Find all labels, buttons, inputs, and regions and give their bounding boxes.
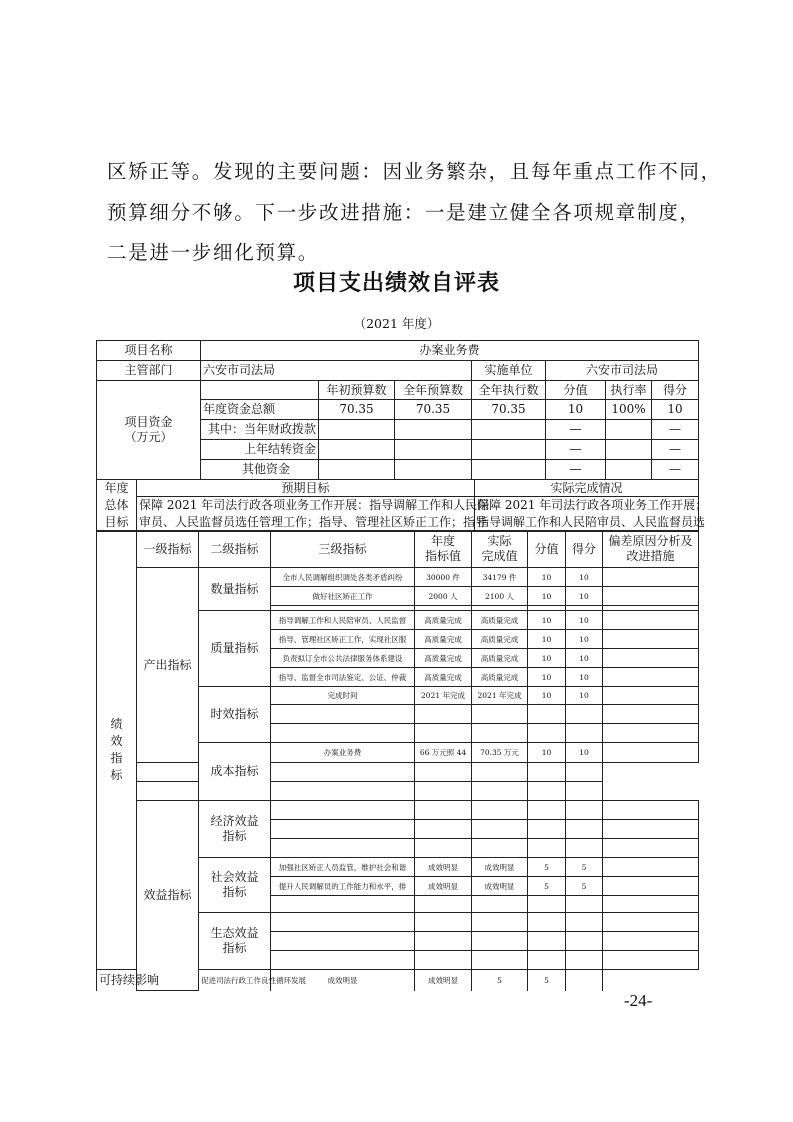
header-analysis	[603, 531, 699, 568]
funds-cell: —	[652, 420, 699, 440]
indicator-analysis	[603, 649, 699, 668]
perf-side-char: 绩	[110, 717, 123, 731]
funds-cell: —	[546, 440, 606, 460]
empty-cell	[137, 763, 199, 782]
indicator-name: 加强社区矫正人员监管，维护社会和谐	[271, 858, 415, 877]
empty-cell	[528, 932, 566, 951]
indicator-value: 10	[528, 649, 566, 668]
empty-cell	[472, 913, 528, 932]
funds-cell: 100%	[606, 400, 652, 420]
empty-cell	[603, 896, 699, 913]
expected-goal-line: 保障 2021 年司法行政各项业务工作开展：指导调解工作和人民陪	[139, 498, 490, 512]
funds-label-cell	[97, 381, 201, 480]
empty-cell	[271, 763, 415, 782]
empty-cell	[566, 820, 603, 839]
sustainable-indicator-label: 可持续影响	[97, 970, 137, 991]
indicator-analysis	[603, 858, 699, 877]
funds-cell	[472, 420, 546, 440]
indicator-analysis	[603, 687, 699, 705]
funds-cell	[606, 420, 652, 440]
expected-goal-header: 预期目标	[137, 480, 475, 497]
funds-cell: —	[652, 460, 699, 480]
indicator-actual: 70.35 万元	[472, 743, 528, 763]
indicator-score: 5	[528, 970, 566, 991]
project-name-value: 办案业务费	[201, 341, 699, 361]
indicator-actual: 2021 年完成	[472, 687, 528, 705]
indicator-target: 高质量完成	[415, 611, 472, 630]
indicator-value: 5	[472, 970, 528, 991]
empty-cell	[137, 782, 199, 801]
actual-goal-header: 实际完成情况	[475, 480, 699, 497]
header-analysis-line: 改进措施	[626, 549, 675, 563]
indicator-name: 促进司法行政工作良性循环发展	[199, 970, 271, 991]
empty-cell	[415, 782, 472, 801]
indicator-actual: 34179 件	[472, 568, 528, 587]
empty-cell	[566, 951, 603, 970]
empty-cell	[271, 951, 415, 970]
empty-cell	[271, 896, 415, 913]
empty-cell	[415, 932, 472, 951]
goal-table	[96, 479, 708, 532]
indicator-actual: 2100 人	[472, 587, 528, 606]
indicator-analysis	[603, 743, 699, 763]
empty-cell	[528, 782, 566, 801]
funds-cell: 70.35	[472, 400, 546, 420]
dept-value: 六安市司法局	[201, 361, 472, 381]
empty-cell	[472, 932, 528, 951]
indicator-analysis	[603, 877, 699, 896]
indicator-value: 10	[528, 687, 566, 705]
indicator-analysis	[603, 668, 699, 687]
empty-cell	[415, 763, 472, 782]
indicator-target: 30000 件	[415, 568, 472, 587]
indicator-analysis	[603, 611, 699, 630]
social-label-line: 社会效益	[210, 870, 259, 884]
indicator-name: 负责拟订全市公共法律服务体系建设	[271, 649, 415, 668]
empty-cell	[528, 951, 566, 970]
empty-cell	[603, 839, 699, 858]
funds-row-label: 上年结转资金	[201, 440, 319, 460]
indicator-target: 高质量完成	[415, 649, 472, 668]
quantity-indicator-label: 数量指标	[199, 568, 271, 611]
indicator-target: 66 万元照 44	[415, 743, 472, 763]
empty-cell	[566, 782, 603, 801]
empty-cell	[472, 724, 528, 743]
empty-cell	[472, 801, 528, 820]
indicator-value: 10	[528, 568, 566, 587]
funds-unit: （万元）	[124, 430, 173, 444]
indicator-value: 10	[528, 668, 566, 687]
empty-cell	[415, 839, 472, 858]
col-header-exec-rate: 执行率	[606, 381, 652, 400]
funds-cell: —	[652, 440, 699, 460]
indicator-analysis	[603, 568, 699, 587]
header-level1: 一级指标	[137, 531, 199, 568]
indicator-name: 办案业务费	[271, 743, 415, 763]
header-actual	[472, 531, 528, 568]
header-target	[415, 531, 472, 568]
empty-cell	[271, 801, 415, 820]
empty-cell	[472, 705, 528, 724]
benefit-indicator-label: 效益指标	[137, 801, 199, 991]
economic-indicator-label	[199, 801, 271, 858]
empty-cell	[603, 801, 699, 820]
indicator-value: 5	[528, 877, 566, 896]
funds-table	[96, 340, 699, 480]
actual-goal-line: 保障 2021 年司法行政各项业务工作开展；	[477, 498, 708, 512]
funds-cell	[395, 460, 472, 480]
ecological-label-line: 生态效益	[210, 926, 259, 940]
indicator-score: 10	[566, 687, 603, 705]
empty-cell	[566, 801, 603, 820]
header-level2: 二级指标	[199, 531, 271, 568]
indicator-target: 2000 人	[415, 587, 472, 606]
cost-indicator-label: 成本指标	[199, 743, 271, 801]
empty-cell	[415, 951, 472, 970]
empty-cell	[271, 782, 415, 801]
empty-cell	[528, 705, 566, 724]
empty-cell	[415, 820, 472, 839]
funds-cell	[319, 460, 395, 480]
empty-cell	[415, 724, 472, 743]
indicator-analysis	[603, 587, 699, 606]
empty-cell	[603, 951, 699, 970]
indicator-score: 10	[566, 743, 603, 763]
funds-cell	[319, 440, 395, 460]
header-score: 得分	[566, 531, 603, 568]
indicator-actual: 高质量完成	[472, 630, 528, 649]
empty-cell	[566, 913, 603, 932]
expected-goal-cell	[137, 497, 490, 532]
funds-cell: —	[546, 420, 606, 440]
indicator-actual: 成效明显	[472, 858, 528, 877]
indicator-name: 全市人民调解组织调处各类矛盾纠纷	[271, 568, 415, 587]
empty-cell	[472, 763, 528, 782]
empty-cell	[528, 913, 566, 932]
empty-cell	[528, 896, 566, 913]
empty-cell	[566, 763, 603, 782]
indicator-target: 高质量完成	[415, 630, 472, 649]
indicator-actual: 高质量完成	[472, 668, 528, 687]
indicator-score: 10	[566, 568, 603, 587]
col-header-executed: 全年执行数	[472, 381, 546, 400]
funds-header-blank	[201, 381, 319, 400]
funds-cell	[606, 460, 652, 480]
indicator-target: 2021 年完成	[415, 687, 472, 705]
indicator-target: 高质量完成	[415, 668, 472, 687]
empty-cell	[603, 820, 699, 839]
funds-cell: —	[546, 460, 606, 480]
indicator-table	[96, 530, 699, 991]
intro-line-3: 二是进一步细化预算。	[107, 241, 320, 264]
indicator-name: 提升人民调解员的工作能力和水平，排	[271, 877, 415, 896]
empty-cell	[528, 763, 566, 782]
empty-cell	[566, 724, 603, 743]
funds-cell	[319, 420, 395, 440]
indicator-value: 10	[528, 611, 566, 630]
funds-cell	[395, 440, 472, 460]
funds-cell	[472, 440, 546, 460]
indicator-name: 做好社区矫正工作	[271, 587, 415, 606]
empty-cell	[528, 820, 566, 839]
indicator-name: 指导、管理社区矫正工作，实现社区服	[271, 630, 415, 649]
empty-cell	[271, 820, 415, 839]
indicator-score: 10	[566, 630, 603, 649]
indicator-target: 成效明显	[415, 877, 472, 896]
indicator-value: 10	[528, 630, 566, 649]
economic-label-line: 经济效益	[210, 814, 259, 828]
empty-cell	[472, 951, 528, 970]
dept-label: 主管部门	[97, 361, 201, 381]
header-analysis-line: 偏差原因分析及	[608, 534, 693, 548]
empty-cell	[472, 782, 528, 801]
empty-cell	[528, 839, 566, 858]
indicator-score: 10	[566, 649, 603, 668]
ecological-indicator-label	[199, 913, 271, 970]
empty-cell	[271, 932, 415, 951]
col-header-score-value: 分值	[546, 381, 606, 400]
empty-cell	[603, 932, 699, 951]
quality-indicator-label: 质量指标	[199, 611, 271, 687]
perf-side-char: 标	[110, 768, 123, 782]
funds-cell: 70.35	[395, 400, 472, 420]
social-label-line: 指标	[222, 885, 247, 899]
indicator-score: 10	[566, 587, 603, 606]
goal-label-line: 年度	[104, 481, 129, 495]
goal-label-line: 总体	[104, 498, 129, 512]
header-actual-line: 实际	[487, 534, 512, 548]
page-number: -24-	[624, 991, 653, 1010]
economic-label-line: 指标	[222, 829, 247, 843]
header-target-line: 指标值	[424, 549, 461, 563]
funds-cell: 70.35	[319, 400, 395, 420]
social-indicator-label	[199, 858, 271, 913]
empty-cell	[566, 839, 603, 858]
empty-cell	[472, 839, 528, 858]
timeliness-indicator-label: 时效指标	[199, 687, 271, 743]
actual-goal-line: 指导调解工作和人民陪审员、人民监督员选	[477, 515, 706, 529]
funds-row-label: 年度资金总额	[201, 400, 319, 420]
actual-goal-cell	[475, 497, 708, 532]
project-name-label: 项目名称	[97, 341, 201, 361]
col-header-initial: 年初预算数	[319, 381, 395, 400]
goal-label-cell	[97, 480, 137, 532]
intro-line-1: 区矫正等。发现的主要问题：因业务繁杂，且每年重点工作不同，	[107, 160, 722, 183]
intro-line-2: 预算细分不够。下一步改进措施：一是建立健全各项规章制度，	[107, 201, 701, 224]
indicator-actual: 高质量完成	[472, 649, 528, 668]
header-actual-line: 完成值	[481, 549, 518, 563]
indicator-value: 10	[528, 743, 566, 763]
indicator-actual: 高质量完成	[472, 611, 528, 630]
empty-cell	[472, 820, 528, 839]
empty-cell	[415, 801, 472, 820]
col-header-score: 得分	[652, 381, 699, 400]
output-indicator-label: 产出指标	[137, 568, 199, 763]
indicator-actual: 成效明显	[415, 970, 472, 991]
empty-cell	[528, 801, 566, 820]
header-level3: 三级指标	[271, 531, 415, 568]
empty-cell	[415, 896, 472, 913]
col-header-full-year: 全年预算数	[395, 381, 472, 400]
empty-cell	[271, 705, 415, 724]
empty-cell	[271, 724, 415, 743]
empty-cell	[271, 839, 415, 858]
empty-cell	[603, 724, 699, 743]
empty-cell	[415, 913, 472, 932]
indicator-score: 5	[566, 877, 603, 896]
indicator-score: 5	[566, 858, 603, 877]
indicator-score: 10	[566, 611, 603, 630]
indicator-value: 5	[528, 858, 566, 877]
empty-cell	[528, 724, 566, 743]
indicator-analysis	[603, 630, 699, 649]
empty-cell	[472, 896, 528, 913]
empty-cell	[415, 705, 472, 724]
header-score-value: 分值	[528, 531, 566, 568]
empty-cell	[271, 913, 415, 932]
perf-side-label	[97, 531, 137, 970]
expected-goal-line: 审员、人民监督员选任管理工作；指导、管理社区矫正工作；指导	[139, 515, 488, 529]
unit-label: 实施单位	[472, 361, 546, 381]
empty-cell	[566, 705, 603, 724]
indicator-value: 10	[528, 587, 566, 606]
table-title: 项目支出绩效自评表	[292, 271, 500, 296]
header-target-line: 年度	[430, 534, 455, 548]
perf-side-char: 指	[110, 751, 123, 765]
indicator-name: 完成时间	[271, 687, 415, 705]
indicator-target: 成效明显	[271, 970, 415, 991]
funds-row-label: 其他资金	[201, 460, 319, 480]
indicator-score: 10	[566, 668, 603, 687]
funds-cell	[606, 440, 652, 460]
unit-value: 六安市司法局	[546, 361, 699, 381]
funds-cell: 10	[652, 400, 699, 420]
indicator-actual: 成效明显	[472, 877, 528, 896]
indicator-target: 成效明显	[415, 858, 472, 877]
goal-label-line: 目标	[104, 515, 129, 529]
ecological-label-line: 指标	[222, 941, 247, 955]
funds-cell	[472, 460, 546, 480]
funds-cell: 10	[546, 400, 606, 420]
indicator-name: 指导、监督全市司法鉴定、公证、仲裁	[271, 668, 415, 687]
empty-cell	[603, 913, 699, 932]
empty-cell	[566, 932, 603, 951]
funds-cell	[395, 420, 472, 440]
empty-cell	[566, 896, 603, 913]
indicator-name: 指导调解工作和人民陪审员、人民监督	[271, 611, 415, 630]
funds-label: 项目资金	[124, 415, 173, 429]
indicator-analysis	[566, 970, 603, 991]
table-subtitle: （2021 年度）	[353, 316, 440, 331]
funds-row-label: 其中：当年财政拨款	[201, 420, 319, 440]
perf-side-char: 效	[110, 734, 123, 748]
empty-cell	[603, 705, 699, 724]
